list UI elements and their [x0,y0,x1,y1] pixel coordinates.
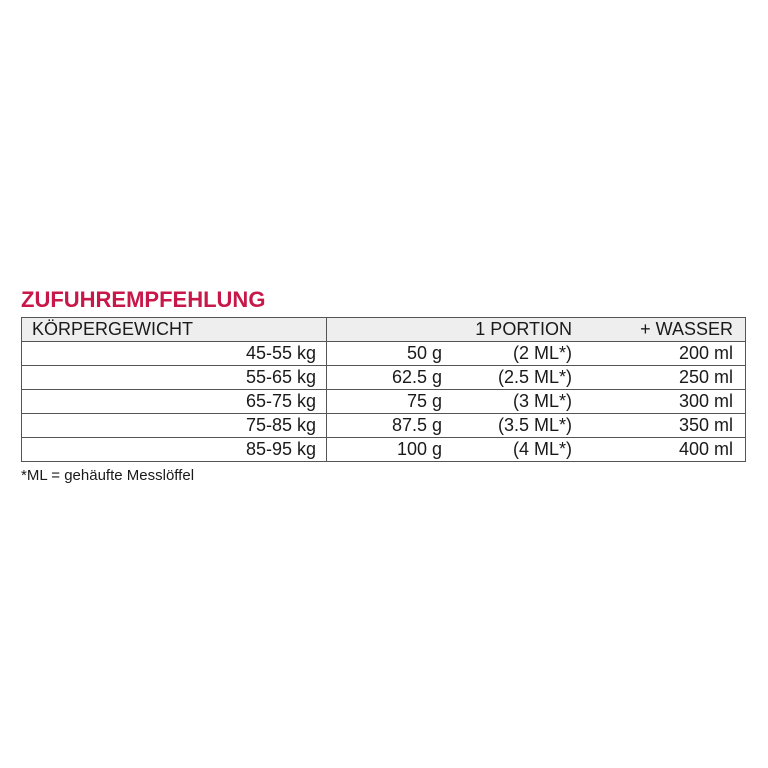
portion-grams: 100 g [396,439,442,459]
table-row [22,366,746,390]
body-weight-cell: 75-85 kg [22,414,327,438]
portion-water-cell [327,438,746,462]
portion-grams: 62.5 g [391,367,442,387]
header-portion: 1 PORTION [475,319,572,339]
portion-scoops: (2.5 ML*) [497,367,572,387]
water-amount: 400 ml [678,439,733,459]
portion-water-cell [327,342,746,366]
portion-grams: 75 g [406,391,442,411]
portion-water-cell [327,414,746,438]
portion-grams: 87.5 g [391,415,442,435]
header-water: + WASSER [640,319,733,339]
water-amount: 250 ml [678,367,733,387]
page-title: ZUFUHREMPFEHLUNG [21,287,266,312]
portion-scoops: (3 ML*) [512,391,572,411]
header-body-weight: KÖRPERGEWICHT [22,318,327,342]
body-weight-cell: 45-55 kg [22,342,327,366]
footnote: *ML = gehäufte Messlöffel [21,467,195,484]
portion-grams: 50 g [406,343,442,363]
body-weight-cell: 65-75 kg [22,390,327,414]
portion-water-cell [327,390,746,414]
table-row [22,438,746,462]
portion-scoops: (3.5 ML*) [497,415,572,435]
portion-scoops: (2 ML*) [512,343,572,363]
water-amount: 350 ml [678,415,733,435]
portion-scoops: (4 ML*) [512,439,572,459]
table-header-row [22,318,746,342]
table-row [22,390,746,414]
header-portion-water [327,318,746,342]
portion-water-cell [327,366,746,390]
body-weight-cell: 55-65 kg [22,366,327,390]
table-row [22,342,746,366]
table-row [22,414,746,438]
dosage-table [21,317,746,462]
water-amount: 300 ml [678,391,733,411]
body-weight-cell: 85-95 kg [22,438,327,462]
water-amount: 200 ml [678,343,733,363]
